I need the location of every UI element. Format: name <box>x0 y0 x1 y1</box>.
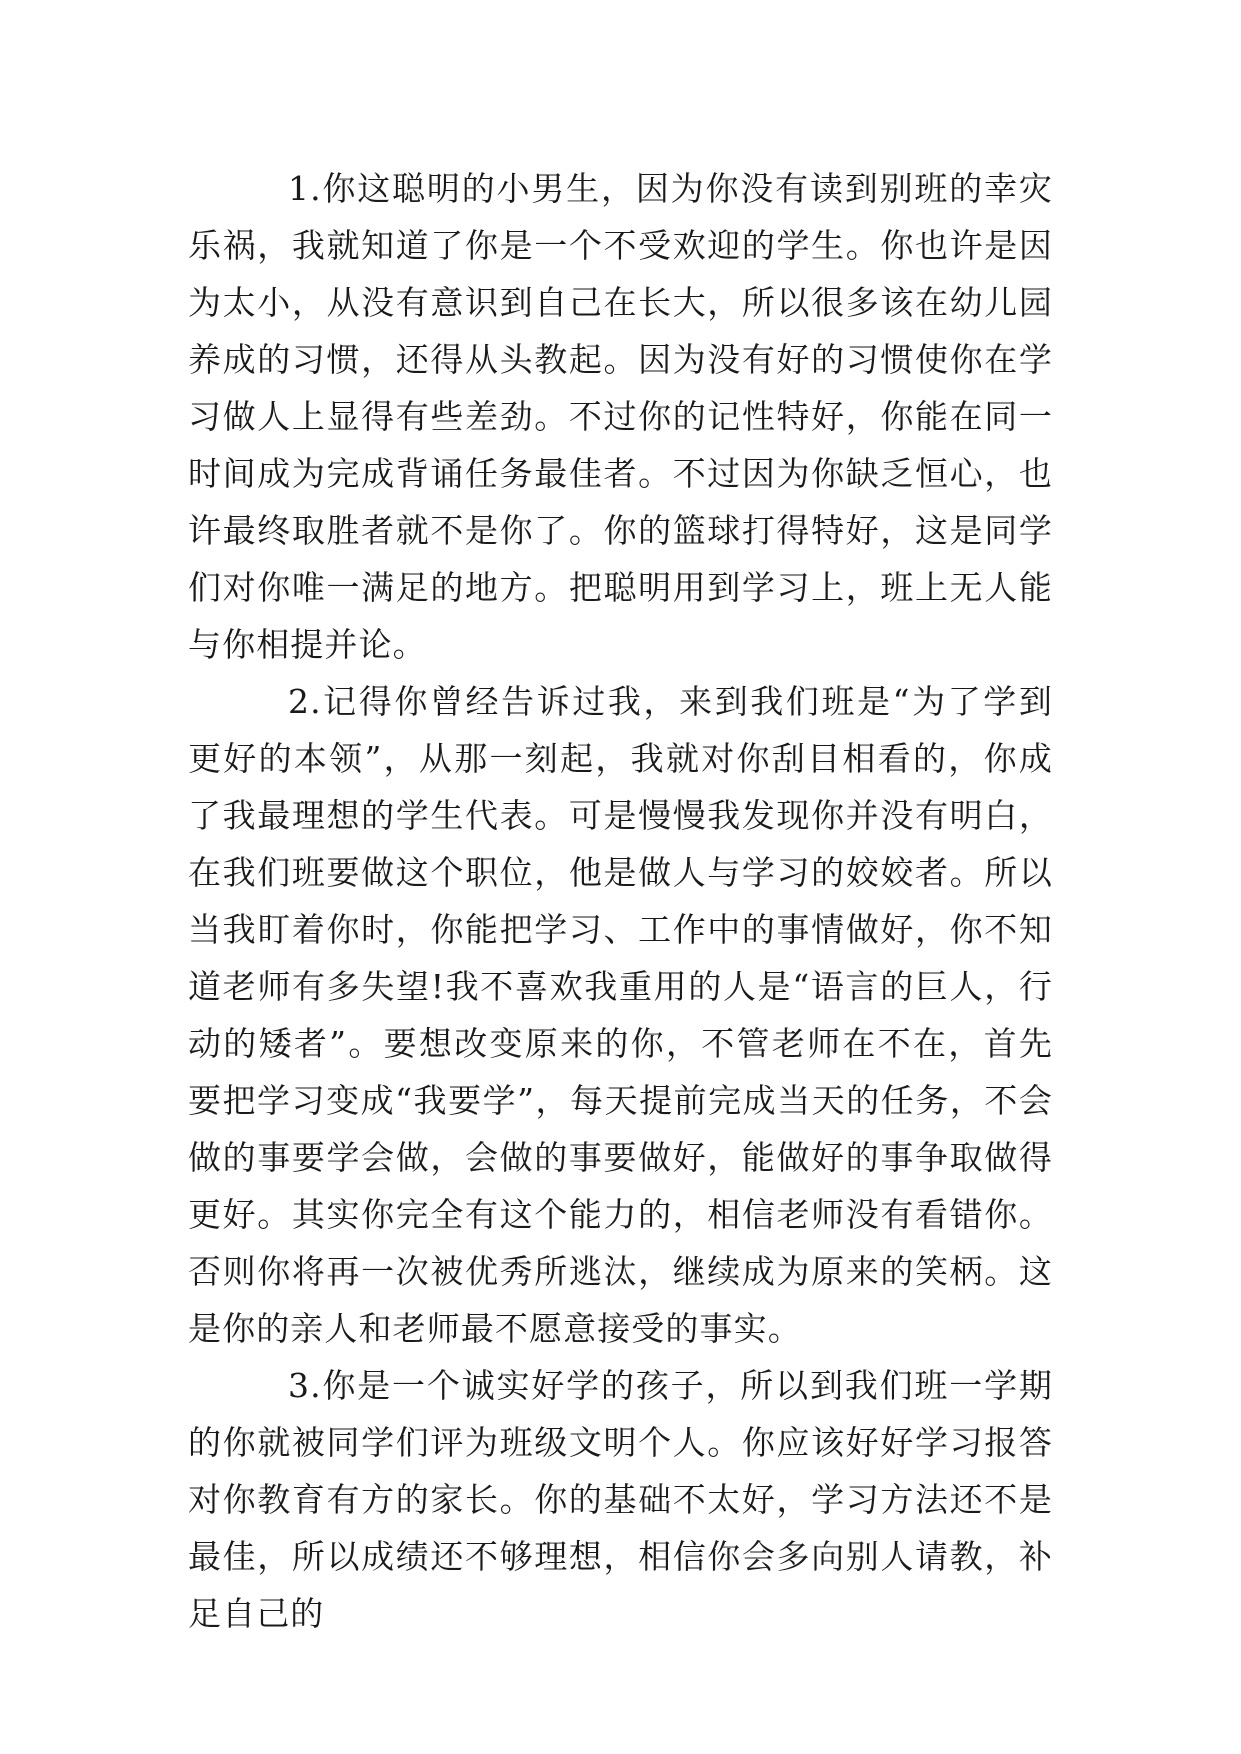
document-body <box>188 160 1053 1642</box>
paragraph-2: 2.记得你曾经告诉过我，来到我们班是“为了学到更好的本领”，从那一刻起，我就对你刮目相看的，你成了我最理想的学生代表。可是慢慢我发现你并没有明白，在我们班要做这个职位，他是做人与学习的姣姣者。所以当我盯着你时，你能把学习、工作中的事情做好，你不知道老师有多失望!我不喜欢我重用的人是“语言的巨人，行动的矮者”。要想改变原来的你，不管老师在不在，首先要把学习变成“我要学”，每天提前完成当天的任务，不会做的事要学会做，会做的事要做好，能做好的事争取做得更好。其实你完全有这个能力的，相信老师没有看错你。否则你将再一次被优秀所逃汰，继续成为原来的笑柄。这是你的亲人和老师最不愿意接受的事实。 <box>188 682 1053 1348</box>
paragraph-1: 1.你这聪明的小男生，因为你没有读到别班的幸灾乐祸，我就知道了你是一个不受欢迎的学生。你也许是因为太小，从没有意识到自己在长大，所以很多该在幼儿园养成的习惯，还得从头教起。因为没有好的习惯使你在学习做人上显得有些差劲。不过你的记性特好，你能在同一时间成为完成背诵任务最佳者。不过因为你缺乏恒心，也许最终取胜者就不是你了。你的篮球打得特好，这是同学们对你唯一满足的地方。把聪明用到学习上，班上无人能与你相提并论。 <box>188 169 1053 664</box>
paragraph-3: 3.你是一个诚实好学的孩子，所以到我们班一学期的你就被同学们评为班级文明个人。你应该好好学习报答对你教育有方的家长。你的基础不太好，学习方法还不是最佳，所以成绩还不够理想，相信你会多向别人请教，补足自己的 <box>188 1366 1053 1633</box>
